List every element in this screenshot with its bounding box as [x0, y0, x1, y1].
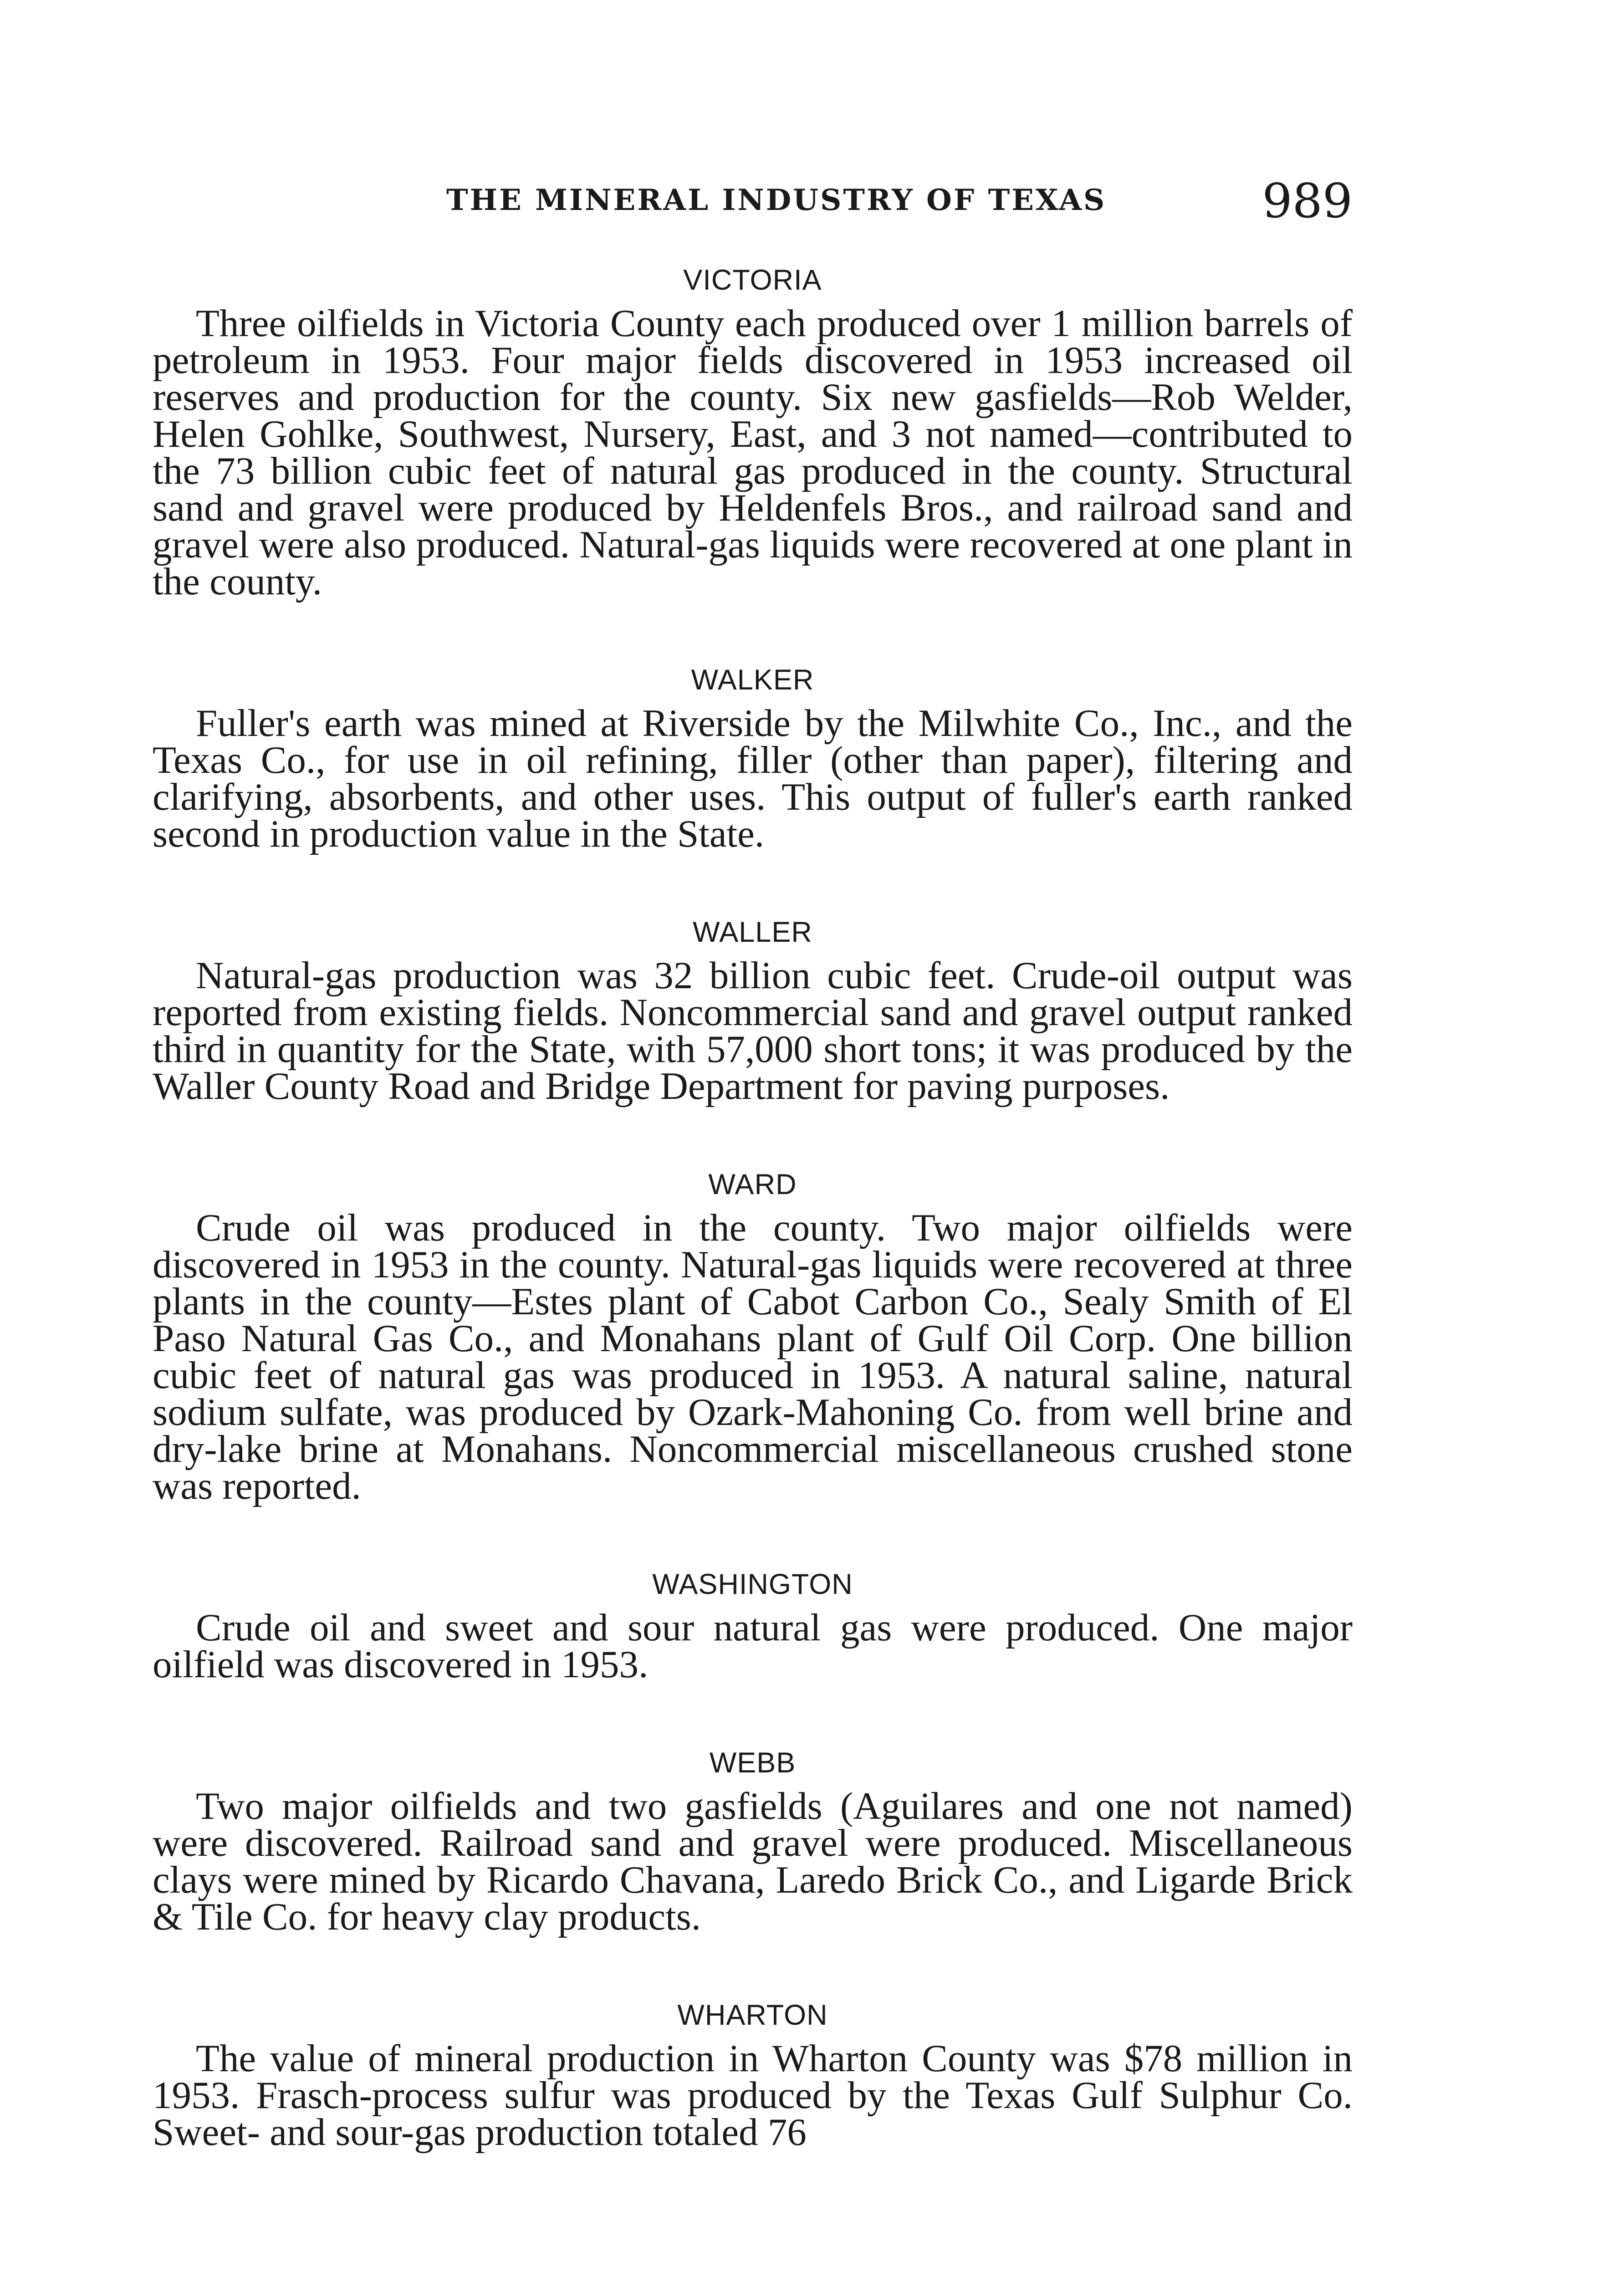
page-number: 989	[1262, 173, 1353, 229]
section-heading: VICTORIA	[683, 264, 822, 296]
section-ward	[153, 1159, 1353, 1505]
section-divider	[153, 1935, 1353, 1990]
section-wharton	[153, 1990, 1353, 2154]
section-divider	[153, 853, 1353, 907]
section-divider	[153, 1683, 1353, 1738]
section-paragraph: Crude oil was produced in the county. Two major oilfields were discovered in 1953 in the county. Natural-gas liquids were recovered at three plants in the county—Estes plant of Cabot Carbon Co., Sealy Smith of El Paso Natural Gas Co., and Monahans plant of Gulf Oil Corp. One billion cubic feet of natural gas was produced in 1953. A natural saline, natural sodium sulfate, was produced by Ozark-Mahoning Co. from well brine and dry-lake brine at Monahans. Noncommercial miscellaneous crushed stone was reported.	[153, 1206, 1353, 1507]
county-sections	[153, 255, 1353, 2154]
section-paragraph: Natural-gas production was 32 billion cubic feet. Crude-oil output was reported from existing fields. Noncommercial sand and gravel output ranked third in quantity for the State, with 57,000 short tons; it was produced by the Waller County Road and Bridge Department for paving purposes.	[153, 954, 1353, 1108]
section-divider	[153, 1105, 1353, 1159]
section-walker	[153, 655, 1353, 853]
section-paragraph: The value of mineral production in Wharton County was $78 million in 1953. Frasch-process sulfur was produced by the Texas Gulf Sulphur Co. Sweet- and sour-gas production totaled 76	[153, 2037, 1353, 2154]
section-waller	[153, 907, 1353, 1108]
running-title: THE MINERAL INDUSTRY OF TEXAS	[446, 183, 1107, 217]
section-webb	[153, 1738, 1353, 1938]
section-paragraph: Fuller's earth was mined at Riverside by the Milwhite Co., Inc., and the Texas Co., for use in oil refining, filler (other than paper), filtering and clarifying, absorbents, and other uses. This output of fuller's earth ranked second in production value in the State.	[153, 702, 1353, 855]
section-divider	[153, 1505, 1353, 1559]
section-divider	[153, 600, 1353, 655]
section-washington	[153, 1559, 1353, 1686]
section-paragraph: Two major oilfields and two gasfields (Aguilares and one not named) were discovered. Railroad sand and gravel were produced. Miscellaneous clays were mined by Ricardo Chavana, Laredo Brick Co., and Ligarde Brick & Tile Co. for heavy clay products.	[153, 1785, 1353, 1938]
section-victoria	[153, 255, 1353, 603]
section-heading: WHARTON	[677, 1999, 828, 2031]
section-heading: WEBB	[709, 1747, 796, 1779]
section-heading: WARD	[708, 1169, 797, 1200]
section-paragraph: Three oilfields in Victoria County each produced over 1 million barrels of petroleum in 1953. Four major fields discovered in 1953 increased oil reserves and production for the county. Six new gasfields—Rob Welder, Helen Gohlke, Southwest, Nursery, East, and 3 not named—contributed to the 73 billion cubic feet of natural gas produced in the county. Structural sand and gravel were produced by Heldenfels Bros., and railroad sand and gravel were also produced. Natural-gas liquids were recovered at one plant in the county.	[153, 302, 1353, 603]
section-paragraph: Crude oil and sweet and sour natural gas were produced. One major oilfield was discovered in 1953.	[153, 1606, 1353, 1686]
section-heading: WASHINGTON	[652, 1568, 853, 1600]
section-heading: WALKER	[691, 664, 814, 696]
running-head	[153, 173, 1353, 232]
section-heading: WALLER	[693, 916, 812, 948]
